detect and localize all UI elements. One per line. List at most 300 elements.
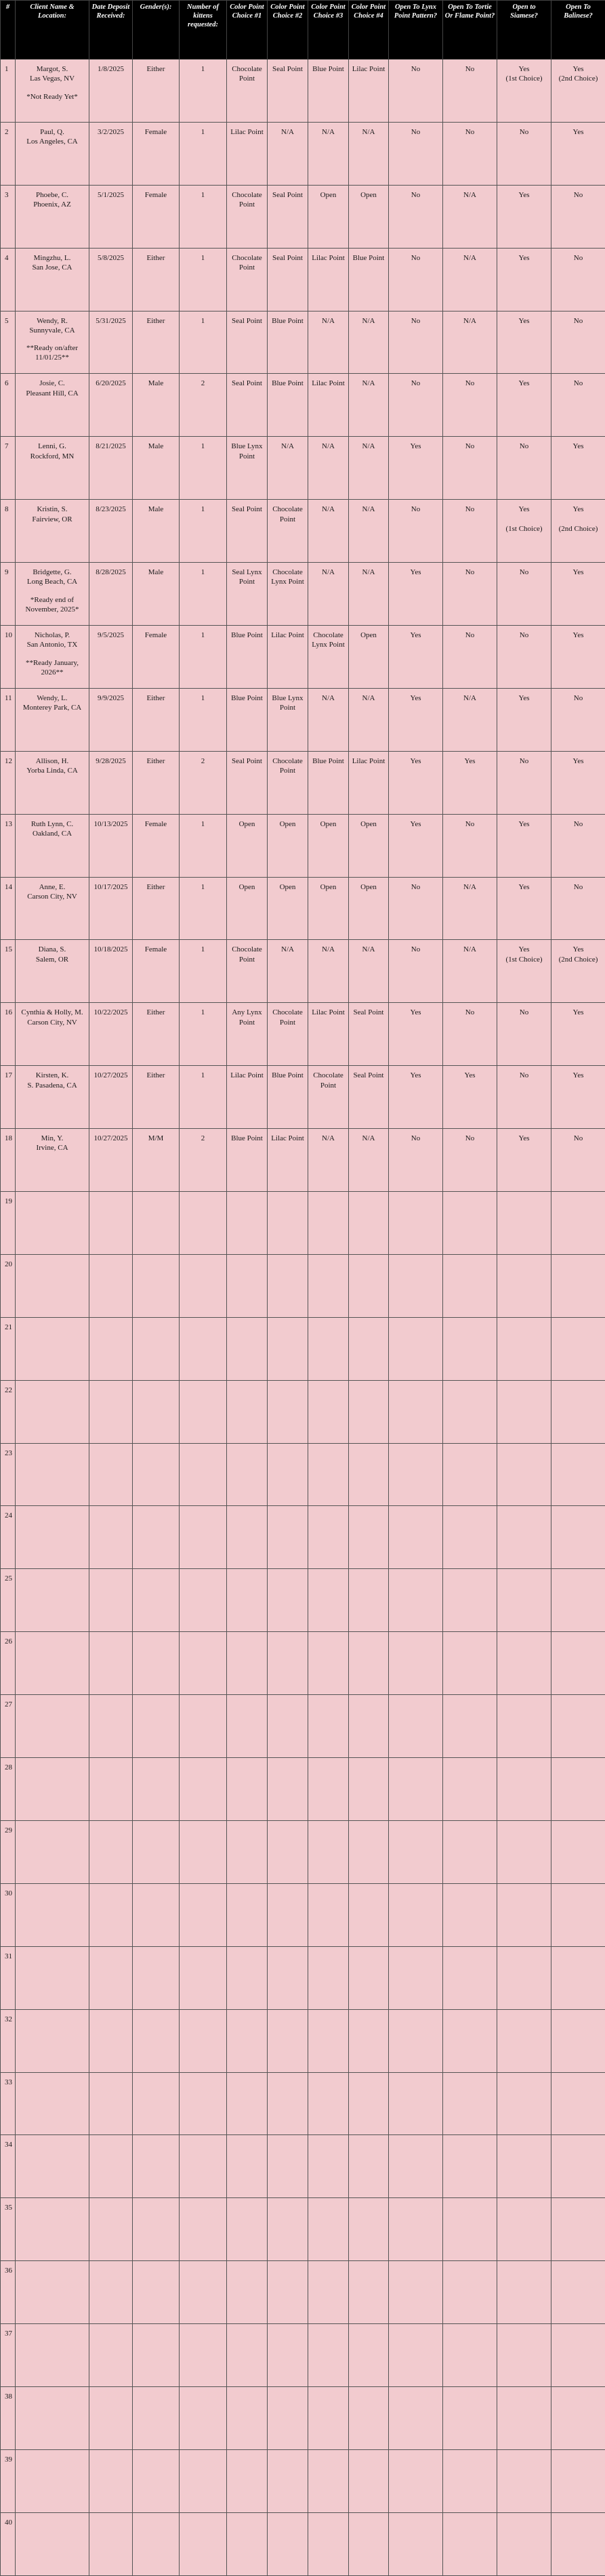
gender-cell: [133, 1758, 180, 1821]
siamese-cell: [497, 1129, 551, 1192]
gender-cell: [133, 1003, 180, 1066]
client-cell: [16, 2198, 89, 2261]
kittens-text: 1: [201, 65, 205, 73]
color-1-cell: [227, 2449, 268, 2512]
color-4-cell: [349, 60, 389, 123]
kittens-text: 1: [201, 1071, 205, 1079]
lynx-cell: [389, 2198, 443, 2261]
balinese-cell: [551, 2449, 605, 2512]
client-note: **Ready on/after 11/01/25**: [17, 343, 87, 363]
kittens-cell: [180, 1443, 227, 1506]
color-4-cell: [349, 1506, 389, 1569]
balinese-cell: [551, 2135, 605, 2198]
table-row: [1, 1129, 605, 1192]
color-3-cell: [308, 2324, 349, 2387]
color-2-cell: [268, 2386, 308, 2449]
color-1-cell: [227, 877, 268, 940]
row-number-cell: 23: [1, 1443, 16, 1506]
color-2-cell: [268, 311, 308, 374]
kittens-cell: [180, 2198, 227, 2261]
client-cell: [16, 1066, 89, 1129]
client-text: Anne, E. Carson City, NV: [27, 883, 77, 901]
color-3-cell: [308, 751, 349, 814]
balinese-cell: [551, 1569, 605, 1632]
balinese-cell: [551, 1192, 605, 1255]
color-4-cell: [349, 940, 389, 1003]
kittens-cell: [180, 1695, 227, 1758]
row-number-cell: 22: [1, 1380, 16, 1443]
color-4-text: N/A: [362, 505, 375, 513]
color-3-cell: [308, 1632, 349, 1695]
color-3-text: N/A: [322, 568, 335, 576]
color-3-cell: [308, 311, 349, 374]
date-cell: [89, 1129, 133, 1192]
balinese-text: Yes: [572, 128, 583, 136]
client-text: Lenni, G. Rockford, MN: [30, 442, 75, 460]
color-2-cell: [268, 1883, 308, 1946]
gender-text: Male: [148, 568, 164, 576]
kittens-cell: [180, 2386, 227, 2449]
kittens-cell: [180, 940, 227, 1003]
color-2-cell: [268, 563, 308, 626]
row-number-cell: [1, 814, 16, 877]
color-3-cell: [308, 1003, 349, 1066]
kittens-cell: [180, 1129, 227, 1192]
date-text: 10/17/2025: [93, 883, 127, 891]
color-4-text: N/A: [362, 694, 375, 702]
date-cell: [89, 2449, 133, 2512]
client-cell: [16, 1443, 89, 1506]
client-cell: [16, 1883, 89, 1946]
header-client: Client Name & Location:: [16, 1, 89, 60]
gender-text: Female: [145, 191, 167, 199]
kittens-text: 1: [201, 820, 205, 828]
color-2-cell: [268, 374, 308, 437]
color-2-cell: [268, 2009, 308, 2072]
color-3-text: N/A: [322, 505, 335, 513]
gender-cell: [133, 2386, 180, 2449]
gender-text: Male: [148, 379, 164, 387]
row-number-cell: [1, 248, 16, 311]
color-3-cell: [308, 185, 349, 248]
balinese-cell: [551, 2261, 605, 2324]
color-3-cell: [308, 500, 349, 563]
tortie-text: No: [465, 379, 474, 387]
kittens-cell: [180, 1192, 227, 1255]
color-1-cell: [227, 688, 268, 751]
gender-cell: [133, 1443, 180, 1506]
tortie-cell: [443, 1695, 497, 1758]
color-4-cell: [349, 2261, 389, 2324]
date-text: 8/23/2025: [96, 505, 126, 513]
tortie-cell: [443, 60, 497, 123]
tortie-cell: [443, 2009, 497, 2072]
table-row: [1, 688, 605, 751]
gender-text: M/M: [148, 1134, 164, 1142]
row-number-cell: [1, 563, 16, 626]
color-4-text: Open: [360, 191, 377, 199]
balinese-cell: [551, 185, 605, 248]
empty-table-row: [1, 2261, 605, 2324]
color-2-text: Lilac Point: [271, 631, 304, 639]
lynx-text: Yes: [410, 694, 421, 702]
tortie-text: N/A: [463, 945, 476, 953]
balinese-text: No: [574, 191, 583, 199]
row-number-text: 6: [5, 379, 9, 387]
gender-text: Female: [145, 631, 167, 639]
kittens-text: 2: [201, 379, 205, 387]
color-3-cell: [308, 940, 349, 1003]
color-1-cell: [227, 2072, 268, 2135]
siamese-text: No: [520, 757, 528, 765]
kittens-text: 1: [201, 505, 205, 513]
color-2-cell: [268, 1758, 308, 1821]
color-3-cell: [308, 877, 349, 940]
color-1-text: Blue Point: [231, 694, 263, 702]
client-text: Margot, S. Las Vegas, NV: [30, 65, 75, 83]
row-number-text: 15: [5, 945, 12, 953]
color-2-text: Blue Point: [272, 317, 304, 325]
color-3-cell: [308, 1506, 349, 1569]
lynx-cell: [389, 940, 443, 1003]
color-1-text: Seal Point: [232, 379, 262, 387]
kittens-cell: [180, 60, 227, 123]
tortie-cell: [443, 1066, 497, 1129]
date-cell: [89, 626, 133, 689]
row-number-text: 7: [5, 442, 9, 450]
siamese-cell: [497, 1192, 551, 1255]
kittens-text: 1: [201, 128, 205, 136]
siamese-cell: [497, 122, 551, 185]
color-3-text: Lilac Point: [312, 1008, 345, 1016]
color-1-text: Open: [239, 820, 255, 828]
lynx-cell: [389, 877, 443, 940]
row-number-text: 12: [5, 757, 12, 765]
color-1-text: Seal Point: [232, 317, 262, 325]
date-text: 5/8/2025: [98, 254, 124, 262]
lynx-cell: [389, 248, 443, 311]
color-1-text: Chocolate Point: [232, 945, 262, 963]
table-row: [1, 248, 605, 311]
color-3-cell: [308, 2449, 349, 2512]
lynx-text: No: [411, 883, 420, 891]
gender-cell: [133, 185, 180, 248]
kittens-cell: [180, 2261, 227, 2324]
gender-cell: [133, 940, 180, 1003]
kittens-text: 1: [201, 317, 205, 325]
siamese-cell: [497, 311, 551, 374]
color-3-cell: [308, 1317, 349, 1380]
color-1-cell: [227, 60, 268, 123]
color-4-cell: [349, 1317, 389, 1380]
color-1-cell: [227, 437, 268, 500]
balinese-cell: [551, 248, 605, 311]
lynx-cell: [389, 814, 443, 877]
client-cell: [16, 1946, 89, 2009]
balinese-cell: [551, 60, 605, 123]
siamese-cell: [497, 1569, 551, 1632]
color-4-cell: [349, 1254, 389, 1317]
tortie-text: N/A: [463, 254, 476, 262]
balinese-cell: [551, 1820, 605, 1883]
color-1-cell: [227, 2512, 268, 2575]
kittens-cell: [180, 185, 227, 248]
kittens-cell: [180, 1946, 227, 2009]
siamese-cell: [497, 563, 551, 626]
color-2-cell: [268, 1695, 308, 1758]
siamese-text: No: [520, 442, 528, 450]
date-cell: [89, 1569, 133, 1632]
date-text: 10/13/2025: [93, 820, 127, 828]
siamese-cell: [497, 500, 551, 563]
header-color-1: Color Point Choice #1: [227, 1, 268, 60]
color-3-text: Chocolate Point: [313, 1071, 343, 1089]
siamese-text: No: [520, 128, 528, 136]
gender-cell: [133, 374, 180, 437]
color-4-text: N/A: [362, 379, 375, 387]
kittens-cell: [180, 1317, 227, 1380]
color-1-cell: [227, 1695, 268, 1758]
color-1-text: Seal Point: [232, 505, 262, 513]
color-2-cell: [268, 437, 308, 500]
lynx-cell: [389, 311, 443, 374]
date-cell: [89, 248, 133, 311]
row-number-cell: 32: [1, 2009, 16, 2072]
color-2-cell: [268, 248, 308, 311]
color-4-text: N/A: [362, 945, 375, 953]
client-cell: [16, 248, 89, 311]
color-2-text: Chocolate Point: [272, 757, 303, 775]
gender-cell: [133, 248, 180, 311]
lynx-text: No: [411, 254, 420, 262]
balinese-text: No: [574, 379, 583, 387]
color-3-cell: [308, 2009, 349, 2072]
kittens-cell: [180, 814, 227, 877]
siamese-cell: [497, 1758, 551, 1821]
siamese-cell: [497, 1254, 551, 1317]
header-color-3: Color Point Choice #3: [308, 1, 349, 60]
tortie-cell: [443, 1443, 497, 1506]
lynx-cell: [389, 1066, 443, 1129]
gender-text: Either: [147, 317, 165, 325]
client-cell: [16, 60, 89, 123]
client-text: Mingzhu, L. San Jose, CA: [33, 254, 72, 272]
kittens-cell: [180, 311, 227, 374]
balinese-cell: [551, 500, 605, 563]
siamese-cell: [497, 437, 551, 500]
lynx-cell: [389, 626, 443, 689]
siamese-text: Yes: [518, 379, 529, 387]
date-text: 8/28/2025: [96, 568, 126, 576]
color-4-cell: [349, 122, 389, 185]
kittens-cell: [180, 248, 227, 311]
color-3-cell: [308, 1758, 349, 1821]
color-4-text: Lilac Point: [352, 65, 385, 73]
lynx-text: Yes: [410, 757, 421, 765]
client-text: Kristin, S. Fairview, OR: [32, 505, 72, 523]
color-3-cell: [308, 2198, 349, 2261]
lynx-text: No: [411, 65, 420, 73]
row-number-cell: 33: [1, 2072, 16, 2135]
tortie-cell: [443, 814, 497, 877]
row-number-cell: 28: [1, 1758, 16, 1821]
lynx-cell: [389, 60, 443, 123]
color-2-text: Seal Point: [272, 254, 303, 262]
balinese-text: Yes: [572, 757, 583, 765]
kittens-cell: [180, 2449, 227, 2512]
gender-text: Either: [147, 757, 165, 765]
tortie-text: Yes: [464, 1071, 475, 1079]
gender-cell: [133, 1946, 180, 2009]
empty-table-row: [1, 1632, 605, 1695]
color-2-cell: [268, 60, 308, 123]
gender-cell: [133, 1695, 180, 1758]
color-1-text: Seal Point: [232, 757, 262, 765]
gender-cell: [133, 1632, 180, 1695]
tortie-cell: [443, 1192, 497, 1255]
empty-table-row: [1, 2512, 605, 2575]
tortie-text: No: [465, 568, 474, 576]
color-3-text: Open: [320, 191, 337, 199]
color-3-cell: [308, 626, 349, 689]
kittens-text: 1: [201, 442, 205, 450]
lynx-cell: [389, 2072, 443, 2135]
kittens-cell: [180, 626, 227, 689]
kittens-text: 1: [201, 568, 205, 576]
balinese-cell: [551, 1443, 605, 1506]
color-3-cell: [308, 1820, 349, 1883]
date-cell: [89, 1695, 133, 1758]
kittens-text: 1: [201, 945, 205, 953]
color-3-text: N/A: [322, 442, 335, 450]
tortie-text: No: [465, 128, 474, 136]
lynx-text: Yes: [410, 1008, 421, 1016]
client-cell: [16, 626, 89, 689]
balinese-cell: [551, 437, 605, 500]
client-cell: [16, 2449, 89, 2512]
siamese-cell: [497, 626, 551, 689]
color-3-text: Open: [320, 820, 337, 828]
gender-text: Either: [147, 1071, 165, 1079]
lynx-cell: [389, 1380, 443, 1443]
color-4-cell: [349, 1758, 389, 1821]
balinese-cell: [551, 688, 605, 751]
date-cell: [89, 2324, 133, 2387]
siamese-text: No: [520, 631, 528, 639]
color-2-cell: [268, 688, 308, 751]
siamese-text: No: [520, 1071, 528, 1079]
date-cell: [89, 122, 133, 185]
gender-cell: [133, 2198, 180, 2261]
tortie-cell: [443, 1569, 497, 1632]
tortie-text: N/A: [463, 317, 476, 325]
row-number-cell: [1, 877, 16, 940]
gender-cell: [133, 1192, 180, 1255]
color-1-cell: [227, 940, 268, 1003]
color-3-text: Lilac Point: [312, 379, 345, 387]
lynx-cell: [389, 374, 443, 437]
kittens-cell: [180, 1506, 227, 1569]
lynx-cell: [389, 1883, 443, 1946]
balinese-text: Yes: [572, 1071, 583, 1079]
color-2-text: Blue Lynx Point: [272, 694, 303, 712]
color-1-cell: [227, 751, 268, 814]
color-2-cell: [268, 1066, 308, 1129]
table-row: [1, 122, 605, 185]
color-4-cell: [349, 2386, 389, 2449]
color-4-cell: [349, 311, 389, 374]
balinese-text: No: [574, 694, 583, 702]
siamese-cell: [497, 1820, 551, 1883]
date-cell: [89, 563, 133, 626]
gender-cell: [133, 751, 180, 814]
date-text: 10/18/2025: [93, 945, 127, 953]
siamese-text: Yes: [518, 191, 529, 199]
lynx-cell: [389, 1317, 443, 1380]
client-text: Ruth Lynn, C. Oakland, CA: [31, 820, 73, 838]
color-4-text: Seal Point: [354, 1071, 384, 1079]
color-2-cell: [268, 1192, 308, 1255]
row-number-text: 2: [5, 128, 9, 136]
row-number-cell: [1, 185, 16, 248]
empty-table-row: [1, 1192, 605, 1255]
table-row: [1, 374, 605, 437]
table-row: [1, 626, 605, 689]
lynx-text: Yes: [410, 820, 421, 828]
empty-table-row: [1, 1883, 605, 1946]
color-1-cell: [227, 1946, 268, 2009]
color-3-text: Open: [320, 883, 337, 891]
client-cell: [16, 1317, 89, 1380]
kittens-cell: [180, 1380, 227, 1443]
gender-text: Either: [147, 883, 165, 891]
gender-text: Either: [147, 65, 165, 73]
lynx-cell: [389, 1254, 443, 1317]
kittens-cell: [180, 1632, 227, 1695]
color-2-cell: [268, 2261, 308, 2324]
lynx-cell: [389, 688, 443, 751]
row-number-cell: 21: [1, 1317, 16, 1380]
color-1-cell: [227, 2135, 268, 2198]
lynx-cell: [389, 1192, 443, 1255]
gender-cell: [133, 2135, 180, 2198]
siamese-cell: [497, 2198, 551, 2261]
tortie-cell: [443, 2324, 497, 2387]
balinese-text: No: [574, 254, 583, 262]
row-number-cell: [1, 688, 16, 751]
client-text: Nicholas, P. San Antonio, TX: [27, 631, 78, 649]
color-3-text: N/A: [322, 1134, 335, 1142]
siamese-cell: [497, 2072, 551, 2135]
row-number-cell: 24: [1, 1506, 16, 1569]
gender-cell: [133, 814, 180, 877]
date-text: 5/1/2025: [98, 191, 124, 199]
kittens-cell: [180, 2072, 227, 2135]
tortie-text: No: [465, 1008, 474, 1016]
kittens-cell: [180, 1758, 227, 1821]
header-date: Date Deposit Received:: [89, 1, 133, 60]
empty-table-row: [1, 1758, 605, 1821]
gender-text: Either: [147, 1008, 165, 1016]
tortie-cell: [443, 2261, 497, 2324]
row-number-cell: 26: [1, 1632, 16, 1695]
color-2-cell: [268, 1506, 308, 1569]
color-3-cell: [308, 1946, 349, 2009]
color-4-cell: [349, 1129, 389, 1192]
color-2-cell: [268, 1632, 308, 1695]
date-cell: [89, 311, 133, 374]
siamese-text: Yes (1st Choice): [505, 945, 542, 963]
